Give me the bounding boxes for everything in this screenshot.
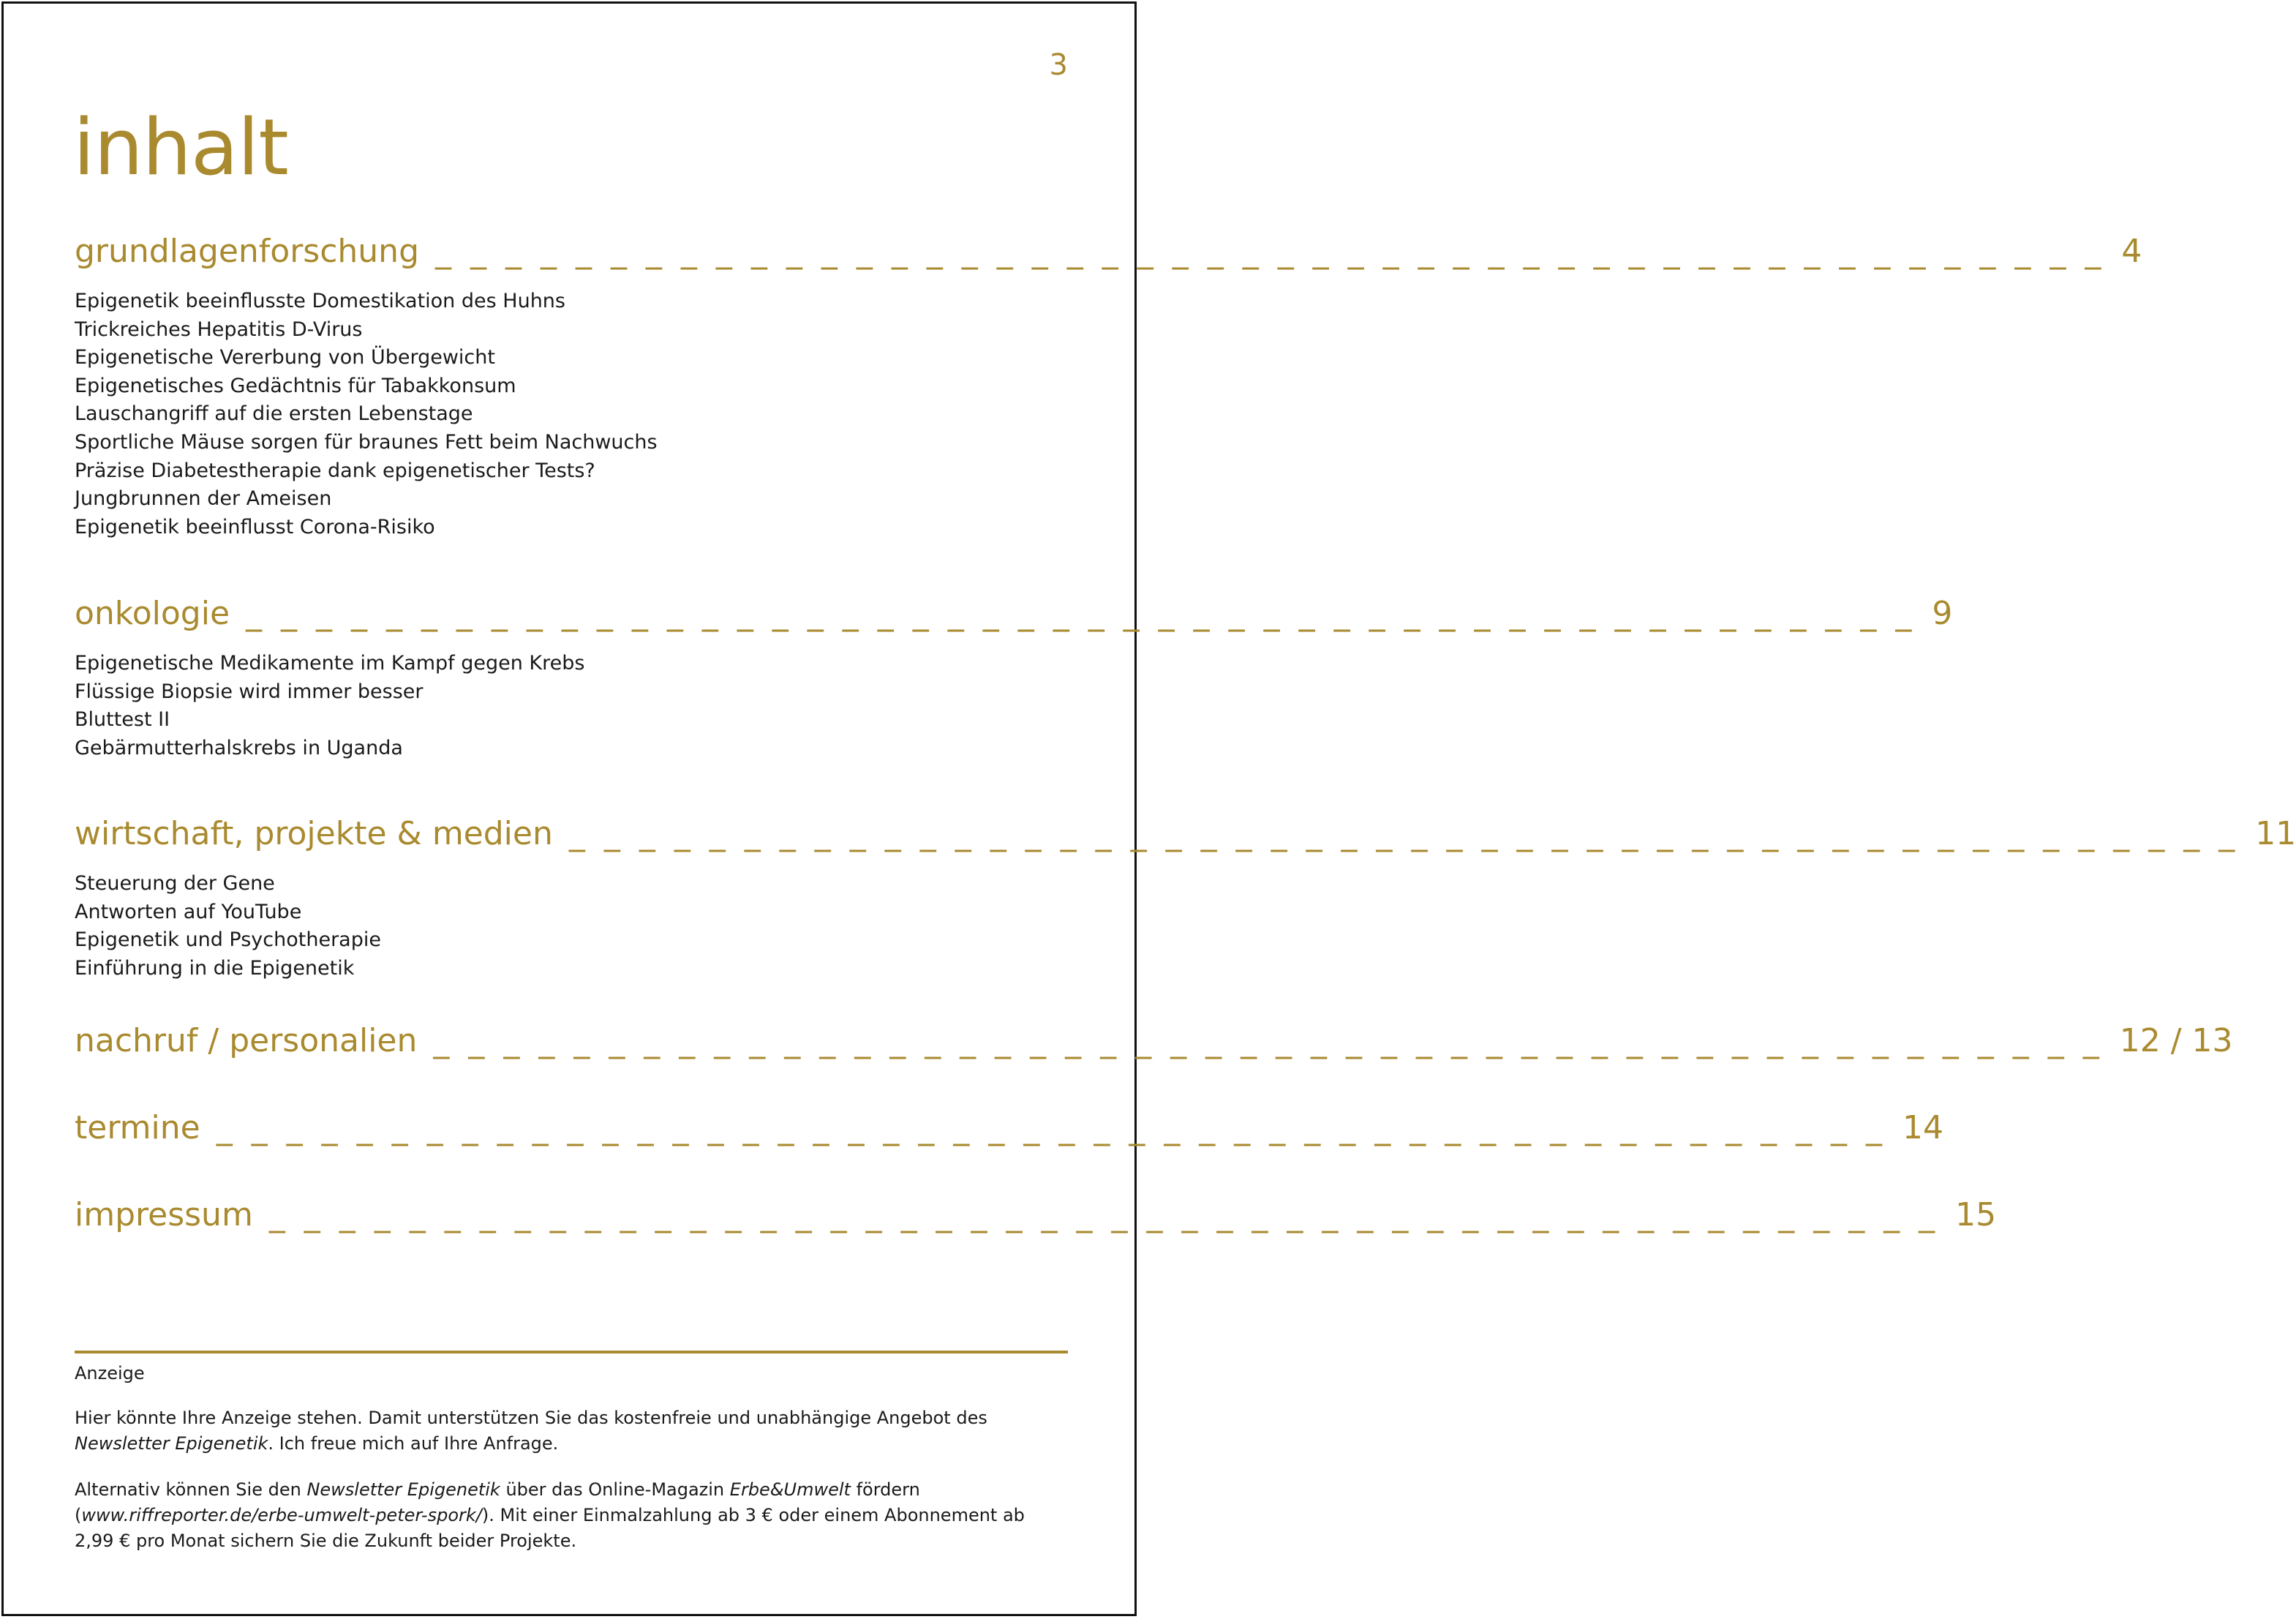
toc-item[interactable]: Epigenetik beeinflusste Domestikation des Huhns — [75, 290, 565, 312]
ad-emphasis: Newsletter Epigenetik — [306, 1479, 500, 1500]
leader-dashes: _ _ _ _ _ _ _ _ _ _ _ _ _ _ _ _ _ _ _ _ _ _ _ _ _ _ _ _ _ _ _ _ _ _ _ _ _ _ _ _ _ _ _ _ _ _ _ _ — [433, 1022, 2104, 1059]
toc-item[interactable]: Präzise Diabetestherapie dank epigenetischer Tests? — [75, 459, 595, 482]
toc-item[interactable]: Steuerung der Gene — [75, 872, 275, 895]
leader-dashes: _ _ _ _ _ _ _ _ _ _ _ _ _ _ _ _ _ _ _ _ _ _ _ _ _ _ _ _ _ _ _ _ _ _ _ _ _ _ _ _ _ _ _ _ _ _ _ _ — [435, 233, 2106, 270]
divider-rule — [75, 1351, 1068, 1353]
toc-item[interactable]: Bluttest II — [75, 708, 170, 732]
leader-dashes: _ _ _ _ _ _ _ _ _ _ _ _ _ _ _ _ _ _ _ _ _ _ _ _ _ _ _ _ _ _ _ _ _ _ _ _ _ _ _ _ _ _ _ _ _ _ _ _ — [246, 595, 1916, 632]
ad-paragraph-1 — [75, 1405, 1062, 1457]
toc-item[interactable]: Epigenetik und Psychotherapie — [75, 928, 381, 952]
toc-item[interactable]: Epigenetik beeinflusst Corona-Risiko — [75, 515, 435, 538]
toc-item[interactable]: Flüssige Biopsie wird immer besser — [75, 680, 424, 703]
ad-emphasis: Newsletter Epigenetik — [75, 1433, 268, 1454]
section-page: 11 — [2255, 815, 2296, 852]
ad-paragraph-2 — [75, 1477, 1062, 1554]
page-number: 3 — [1049, 48, 1068, 82]
section-heading[interactable]: termine — [75, 1109, 200, 1146]
ad-text: ). Mit einer Einmalzahlung ab 3 € oder einem Abonnement ab 2,99 € pro Monat sichern Sie die Zukunft beider Projekte. — [75, 1505, 1025, 1551]
section-page: 15 — [1955, 1196, 1997, 1234]
advertisement-box — [75, 1361, 1062, 1574]
toc-item[interactable]: Sportliche Mäuse sorgen für braunes Fett beim Nachwuchs — [75, 430, 658, 454]
section-page: 9 — [1932, 595, 1953, 632]
toc-section-onkologie — [75, 595, 1953, 762]
toc-section-nachruf — [75, 1022, 2233, 1059]
section-heading[interactable]: onkologie — [75, 595, 230, 632]
toc-item[interactable]: Epigenetische Medikamente im Kampf gegen Krebs — [75, 652, 585, 675]
leader-dashes: _ _ _ _ _ _ _ _ _ _ _ _ _ _ _ _ _ _ _ _ _ _ _ _ _ _ _ _ _ _ _ _ _ _ _ _ _ _ _ _ _ _ _ _ _ _ _ _ — [568, 815, 2240, 852]
toc-item[interactable]: Gebärmutterhalskrebs in Uganda — [75, 736, 403, 759]
toc-item[interactable]: Epigenetisches Gedächtnis für Tabakkonsum — [75, 374, 516, 397]
section-page: 4 — [2121, 233, 2142, 270]
section-page: 14 — [1902, 1109, 1944, 1146]
toc-item[interactable]: Epigenetische Vererbung von Übergewicht — [75, 346, 495, 369]
toc-section-wirtschaft — [75, 815, 2296, 983]
ad-text: über das Online-Magazin — [500, 1479, 730, 1500]
page-title: inhalt — [73, 102, 288, 192]
toc-section-impressum — [75, 1196, 1997, 1234]
toc-item[interactable]: Jungbrunnen der Ameisen — [75, 487, 332, 511]
ad-emphasis: Erbe&Umwelt — [729, 1479, 851, 1500]
toc-section-termine — [75, 1109, 1944, 1146]
toc-item[interactable]: Lauschangriff auf die ersten Lebenstage — [75, 402, 473, 426]
ad-label: Anzeige — [75, 1363, 145, 1383]
toc-item[interactable]: Trickreiches Hepatitis D-Virus — [75, 318, 363, 341]
section-heading[interactable]: grundlagenforschung — [75, 233, 420, 270]
ad-link[interactable]: www.riffreporter.de/erbe-umwelt-peter-spork/ — [81, 1505, 482, 1525]
ad-text: Alternativ können Sie den — [75, 1479, 307, 1500]
section-page: 12 / 13 — [2119, 1022, 2233, 1059]
toc-item[interactable]: Einführung in die Epigenetik — [75, 956, 355, 980]
leader-dashes: _ _ _ _ _ _ _ _ _ _ _ _ _ _ _ _ _ _ _ _ _ _ _ _ _ _ _ _ _ _ _ _ _ _ _ _ _ _ _ _ _ _ _ _ _ _ _ _ — [268, 1196, 1940, 1234]
ad-text: . Ich freue mich auf Ihre Anfrage. — [268, 1433, 559, 1454]
leader-dashes: _ _ _ _ _ _ _ _ _ _ _ _ _ _ _ _ _ _ _ _ _ _ _ _ _ _ _ _ _ _ _ _ _ _ _ _ _ _ _ _ _ _ _ _ _ _ _ _ — [216, 1109, 1887, 1146]
section-heading[interactable]: wirtschaft, projekte & medien — [75, 815, 553, 852]
ad-text: fördern ( — [75, 1479, 920, 1525]
toc-section-grundlagenforschung — [75, 233, 2142, 541]
toc-item[interactable]: Antworten auf YouTube — [75, 900, 302, 923]
ad-text: Hier könnte Ihre Anzeige stehen. Damit unterstützen Sie das kostenfreie und unabhängige Angebot des — [75, 1408, 987, 1428]
section-heading[interactable]: impressum — [75, 1196, 253, 1234]
section-heading[interactable]: nachruf / personalien — [75, 1022, 418, 1059]
